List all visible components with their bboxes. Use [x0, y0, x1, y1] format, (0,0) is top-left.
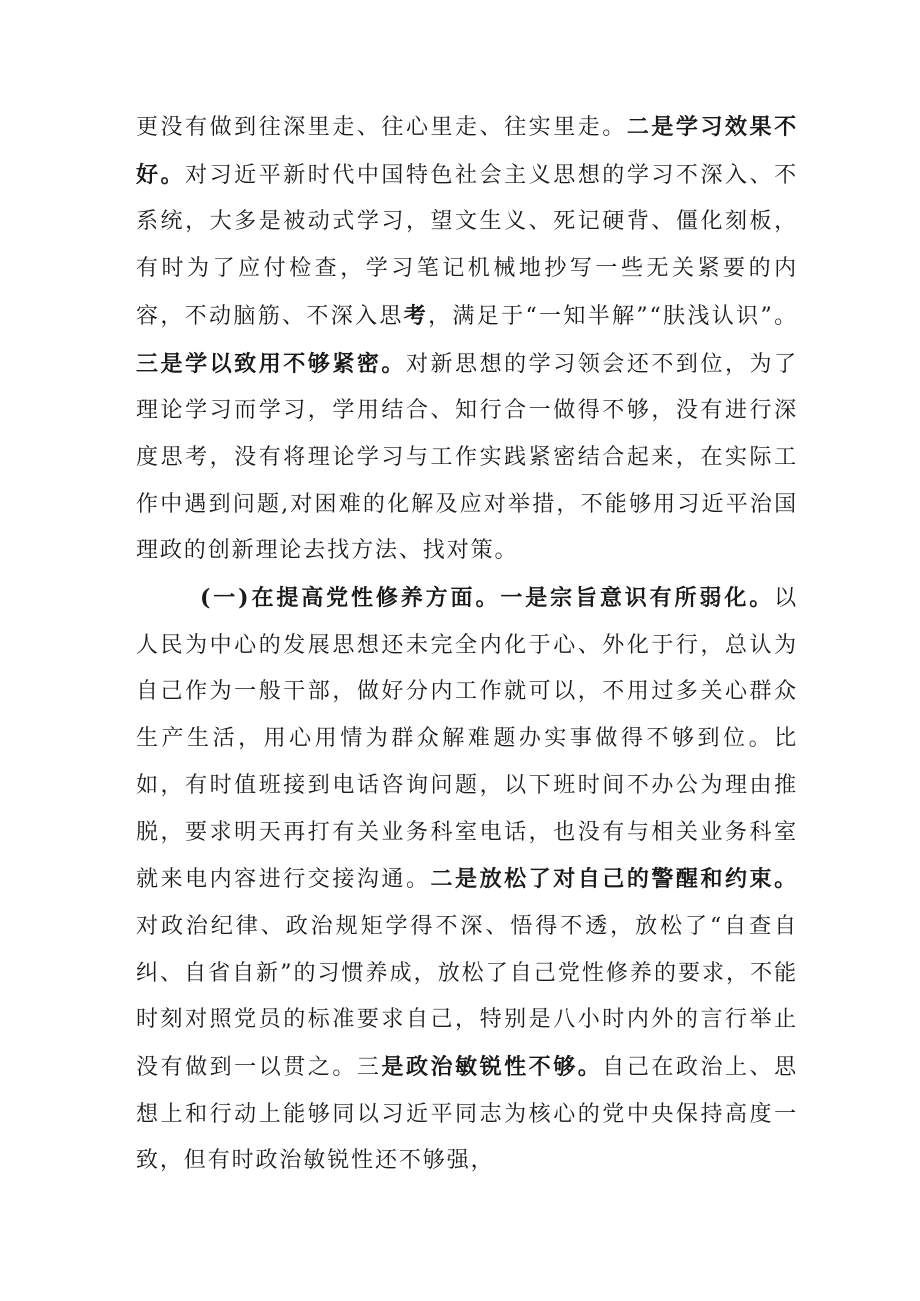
text-run: 以人民为中心的发展思想还未完全内化于心、外化于行，总认为自己作为一般干部，做好分内工作就可以，不用过多关心群众生产生活，用心用情为群众解难题办实事做得不够到位。比如，有时值班接到电话咨询问题，以下班时间不办公为理由推脱，要求明天再打有关业务科室电话，也没有与相关业务科室就来电内容进行交接沟通。: [136, 586, 798, 893]
text-run: 对新思想的学习领会还不到位，为了理论学习而学习，学用结合、知行合一做得不够，没有进行深度思考，没有将理论学习与工作实践紧密结合起来，在实际工作中遇到问题,对困难的化解及应对举措，不能够用习近平治国理政的创新理论去找方法、找对策。: [136, 351, 798, 564]
bold-heading-run: 一是宗旨意识有所弱化。: [500, 585, 775, 612]
text-run: 对习近平新时代中国特色社会主义思想的学习不深入、不系统，大多是被动式学习，望文生义、死记硬背、僵化刻板，有时为了应付检查，学习笔记机械地抄写一些无关紧要的内容，不动脑筋、不深入思: [136, 162, 798, 329]
text-run: ，满足于“一知半解”“肤浅认识”。: [428, 303, 798, 329]
section-heading-run: (一)在提高党性修养方面。: [200, 585, 501, 612]
bold-heading-run: 三是学以致用不够紧密。: [136, 350, 406, 377]
paragraph-1: [136, 104, 798, 575]
bold-heading-run: 是政治敏锐性不够。: [381, 1054, 603, 1081]
paragraph-2: [136, 575, 798, 1185]
text-run: 更没有做到往深里走、往心里走、往实里走。: [136, 115, 627, 140]
bold-text-run: 考: [403, 302, 429, 329]
bold-heading-run: 二是学习效果不好。: [136, 114, 798, 188]
bold-heading-run: 二是放松了对自己的警醒和约束。: [430, 866, 798, 893]
document-page: [136, 104, 798, 1185]
text-run: 自己在政治上、思想上和行动上能够同以习近平同志为核心的党中央保持高度一致，但有时政治敏锐性还不够强，: [136, 1055, 798, 1174]
text-run: 对政治纪律、政治规矩学得不深、悟得不透，放松了“自查自纠、自省自新”的习惯养成，放松了自己党性修养的要求，不能时刻对照党员的标准要求自己，特别是八小时内外的言行举止没有做到一以贯之。三: [136, 913, 798, 1081]
